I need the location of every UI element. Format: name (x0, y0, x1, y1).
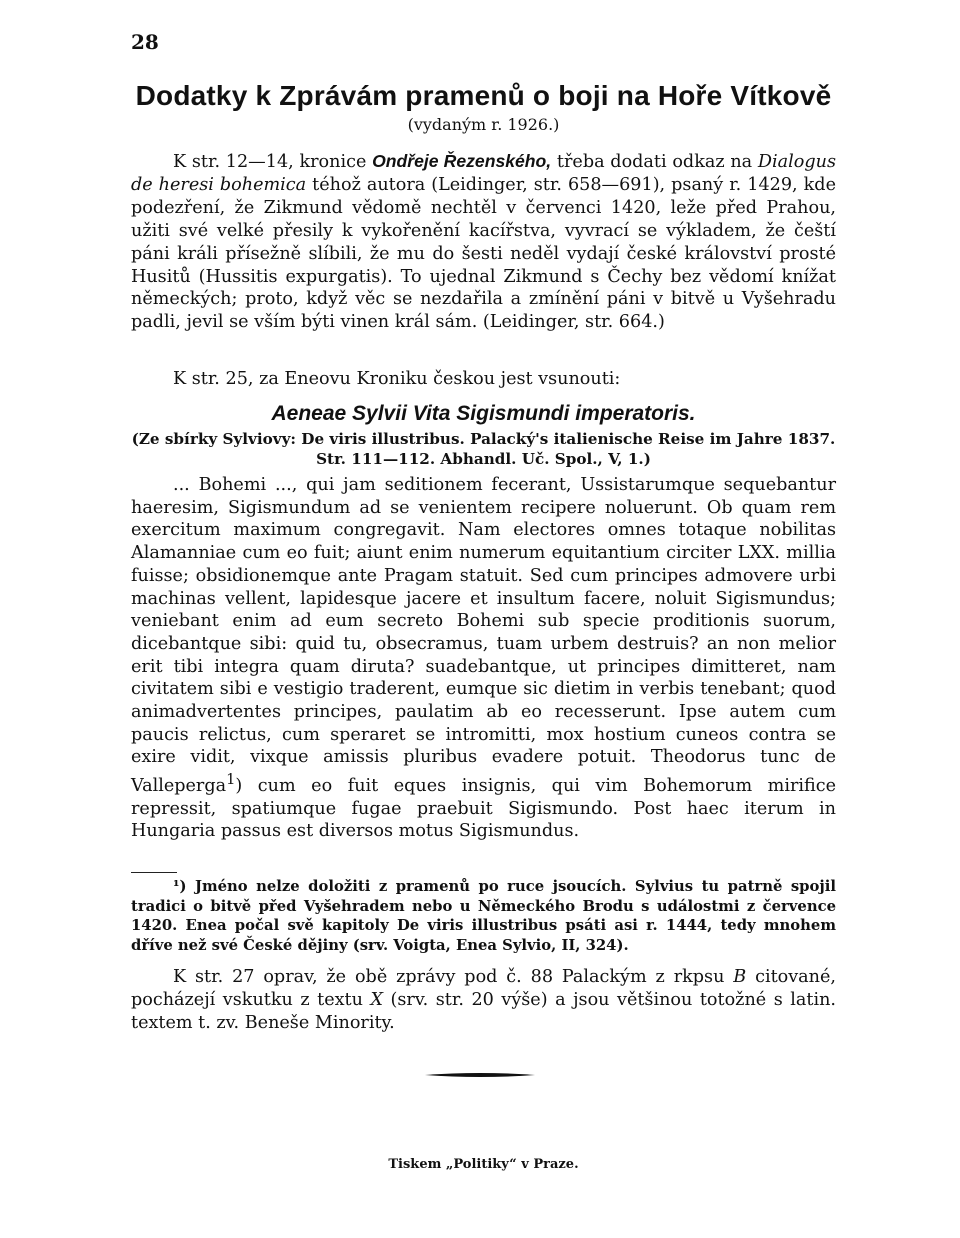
paragraph-correction (131, 966, 836, 1035)
footnote-rule (131, 872, 177, 873)
page-number: 28 (131, 30, 159, 54)
para1-text-c: třeba dodati odkaz na (551, 152, 758, 172)
footnote-ref: 1 (226, 771, 236, 789)
para1-author: Ondřeje Řezenského, (372, 151, 552, 171)
end-ornament (425, 1072, 535, 1078)
paragraph-insert-note: K str. 25, za Eneovu Kroniku českou jest vsunouti: (173, 369, 621, 389)
page-title: Dodatky k Zprávám pramenů o boji na Hoře Vítkově (135, 80, 832, 111)
para3-text-a: K str. 27 oprav, že obě zprávy pod č. 88 Palackým z rkpsu (173, 967, 734, 987)
para3-text-c: citované, pocházejí vskutku z textu (131, 967, 837, 1010)
paragraph-kronika (131, 150, 836, 334)
para1-text-e: téhož autora (Leidinger, str. 658—691), psaný r. 1429, kde podezření, že Zikmund vědomě nechtěl v červenci 1420, leže před Prahou, užiti své velké přesily k vykořenění kacířstva, vyvrací se výkladem, že čeští páni králi přísežně slíbili, že mu do šesti neděl vydají české království prosté Husitů (Hussitis expurgatis). To ujednal Zikmund s Čechy bez vědomí knížat německých; proto, když věc se nezdařila a zmínění páni v bitvě u Vyšehradu padli, jevil se vším býti vinen král sám. (Leidinger, str. 664.) (131, 174, 836, 333)
para3-ms-x: X (370, 989, 383, 1010)
latin-text (131, 474, 836, 843)
latin-source-line-2: Str. 111—112. Abhandl. Uč. Spol., V, 1.) (316, 450, 651, 468)
latin-section-title: Aeneae Sylvii Vita Sigismundi imperatoris. (271, 402, 696, 425)
latin-source-line-1: (Ze sbírky Sylviovy: De viris illustribus. Palacký's italienische Reise im Jahre 1837. (131, 430, 836, 448)
latin-text-a: ... Bohemi ..., qui jam seditionem fecerant, Ussistarumque sequebantur haeresim, Sigismundum ad se venientem recipere noluerunt. Ob quam rem exercitum maximum congregavit. Nam electores omnes totaque nobilitas Alamanniae cum eo fuit; aiunt enim numerum equitantium circiter LXX. millia fuisse; obsidionemque ante Pragam statuit. Sed cum principes admovere urbi machinas vellent, lapidesque jacere et insultum facere, noluit Sigismundus; veniebant enim ad eum secreto Bohemi sub specie proditionis suorum, dicebantque sibi: quid tu, obsecramus, tuam urbem destruis? an non melior erit tibi integra quam diruta? suadebantque, ut principes dimitteret, nam civitatem sibi e vestigio traderent, eumque sic dietim in verbis tenebant; quod animadvertentes principes, paulatim ab eo recesserunt. Ipse autem cum paucis relictus, cum speraret se intromitti, mox hostium cuneos contra se exire vidit, vixque amissis pluribus evadere potuit. Theodorus tunc de Valleperga (131, 475, 836, 796)
latin-source (131, 429, 836, 469)
para3-ms-b: B (733, 967, 747, 987)
page-subtitle: (vydaným r. 1926.) (407, 115, 560, 134)
para1-text-a: K str. 12—14, kronice (173, 152, 373, 172)
para3-text-e: (srv. str. 20 výše) a jsou většinou totožné s latin. textem t. zv. Beneše Minority. (131, 989, 836, 1033)
para1-work-title: Dialogus de heresi bohemica (131, 152, 836, 195)
latin-text-b: ) cum eo fuit eques insignis, qui vim Bohemorum mirifice repressit, spatiumque fugae praebuit Sigismundo. Post haec iterum in Hungaria passus est diversos motus Sigismundus. (131, 776, 836, 842)
footnote: ¹) Jméno nelze doložiti z pramenů po ruce jsoucích. Sylvius tu patrně spojil tradici o bitvě před Vyšehradem nebo u Německého Brodu s událostmi z července 1420. Enea počal svě kapitoly De viris illustribus psáti asi r. 1444, tedy mnohem dříve než své České dějiny (srv. Voigta, Enea Sylvio, II, 324). (131, 878, 836, 954)
imprint: Tiskem „Politiky“ v Praze. (388, 1157, 579, 1172)
